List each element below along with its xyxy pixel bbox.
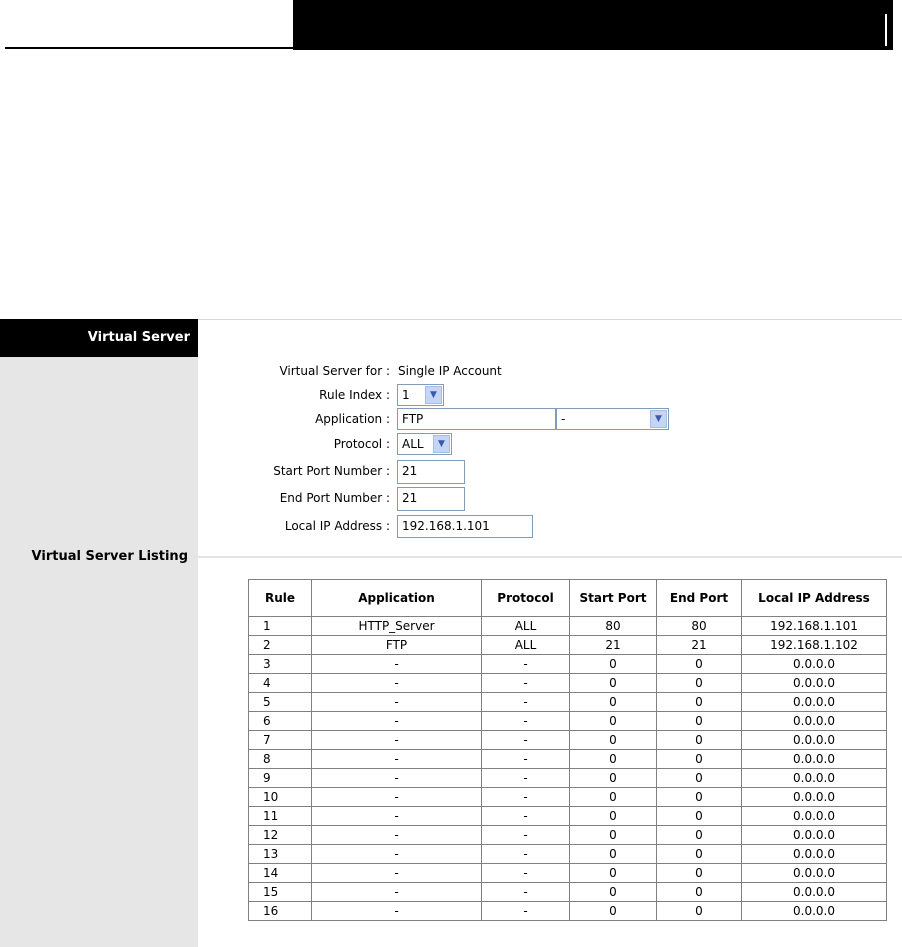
table-row xyxy=(249,693,887,712)
local-ip-input[interactable]: 192.168.1.101 xyxy=(397,515,533,538)
table-cell: - xyxy=(482,750,570,769)
rule-index-select[interactable] xyxy=(397,384,444,406)
table-row xyxy=(249,883,887,902)
table-cell: 0 xyxy=(570,902,657,921)
table-cell: 4 xyxy=(249,674,312,693)
table-cell: - xyxy=(312,788,482,807)
table-cell: - xyxy=(312,845,482,864)
table-cell: - xyxy=(312,826,482,845)
table-cell: - xyxy=(312,864,482,883)
table-cell: 14 xyxy=(249,864,312,883)
col-rule: Rule xyxy=(249,580,312,617)
table-cell: 21 xyxy=(657,636,742,655)
table-cell: - xyxy=(312,902,482,921)
table-cell: 0 xyxy=(570,788,657,807)
table-cell: ALL xyxy=(482,636,570,655)
table-cell: 0.0.0.0 xyxy=(742,693,887,712)
table-cell: 0 xyxy=(657,731,742,750)
table-cell: - xyxy=(482,826,570,845)
table-cell: 0 xyxy=(570,731,657,750)
header-bar xyxy=(293,0,893,50)
table-row xyxy=(249,788,887,807)
table-cell: 0 xyxy=(570,769,657,788)
protocol-label: Protocol : xyxy=(333,437,390,451)
table-cell: 0 xyxy=(570,883,657,902)
table-row xyxy=(249,826,887,845)
table-cell: - xyxy=(482,807,570,826)
table-cell: - xyxy=(482,731,570,750)
table-cell: 0 xyxy=(657,674,742,693)
application-label: Application : xyxy=(315,412,390,426)
table-cell: 13 xyxy=(249,845,312,864)
table-cell: 0 xyxy=(570,826,657,845)
table-cell: 0 xyxy=(657,826,742,845)
table-cell: 0 xyxy=(657,750,742,769)
table-cell: 2 xyxy=(249,636,312,655)
application-row xyxy=(198,408,902,432)
table-cell: - xyxy=(312,750,482,769)
sidebar xyxy=(0,319,198,947)
col-protocol: Protocol xyxy=(482,580,570,617)
table-cell: 12 xyxy=(249,826,312,845)
end-port-input[interactable]: 21 xyxy=(397,487,465,511)
table-cell: 0 xyxy=(657,712,742,731)
start-port-label: Start Port Number : xyxy=(273,464,390,478)
table-cell: - xyxy=(482,655,570,674)
rule-index-row xyxy=(198,384,902,408)
table-cell: 6 xyxy=(249,712,312,731)
table-row xyxy=(249,617,887,636)
protocol-value: ALL xyxy=(402,437,424,451)
table-row xyxy=(249,712,887,731)
table-cell: 0 xyxy=(570,674,657,693)
table-cell: - xyxy=(312,674,482,693)
table-cell: FTP xyxy=(312,636,482,655)
table-cell: 0 xyxy=(657,769,742,788)
protocol-select[interactable] xyxy=(397,433,452,455)
virtual-server-for-row xyxy=(198,360,902,384)
table-cell: 0 xyxy=(570,693,657,712)
application-input[interactable]: FTP xyxy=(397,408,556,430)
local-ip-label: Local IP Address : xyxy=(284,519,390,533)
table-cell: - xyxy=(312,693,482,712)
table-row xyxy=(249,769,887,788)
virtual-server-panel xyxy=(0,319,902,947)
table-cell: - xyxy=(482,769,570,788)
table-cell: 192.168.1.101 xyxy=(742,617,887,636)
table-header-row xyxy=(249,580,887,617)
table-cell: 0 xyxy=(570,655,657,674)
table-cell: 80 xyxy=(657,617,742,636)
local-ip-row xyxy=(198,515,902,539)
virtual-server-for-value: Single IP Account xyxy=(398,364,502,378)
table-cell: - xyxy=(482,712,570,731)
table-cell: 0.0.0.0 xyxy=(742,731,887,750)
top-divider xyxy=(198,319,902,320)
table-cell: 0 xyxy=(657,902,742,921)
table-cell: 0 xyxy=(570,712,657,731)
table-cell: ALL xyxy=(482,617,570,636)
table-row xyxy=(249,845,887,864)
table-cell: 0 xyxy=(657,845,742,864)
table-row xyxy=(249,902,887,921)
table-cell: 0 xyxy=(570,864,657,883)
table-cell: 0.0.0.0 xyxy=(742,788,887,807)
table-cell: - xyxy=(312,883,482,902)
rule-index-label: Rule Index : xyxy=(319,388,390,402)
virtual-server-for-label: Virtual Server for : xyxy=(279,364,390,378)
table-cell: 0 xyxy=(657,807,742,826)
table-cell: 11 xyxy=(249,807,312,826)
table-cell: 0.0.0.0 xyxy=(742,864,887,883)
end-port-label: End Port Number : xyxy=(279,491,390,505)
table-cell: - xyxy=(312,769,482,788)
table-cell: 0.0.0.0 xyxy=(742,712,887,731)
table-row xyxy=(249,655,887,674)
table-cell: 0.0.0.0 xyxy=(742,883,887,902)
table-cell: 7 xyxy=(249,731,312,750)
rule-index-value: 1 xyxy=(402,388,410,402)
table-cell: - xyxy=(482,902,570,921)
chevron-down-icon[interactable]: ▼ xyxy=(433,435,450,453)
application-preset-select[interactable] xyxy=(556,408,669,430)
table-cell: HTTP_Server xyxy=(312,617,482,636)
table-cell: 21 xyxy=(570,636,657,655)
sidebar-title: Virtual Server xyxy=(0,319,198,357)
table-row xyxy=(249,864,887,883)
table-cell: 5 xyxy=(249,693,312,712)
chevron-down-icon[interactable]: ▼ xyxy=(425,386,442,404)
table-cell: 15 xyxy=(249,883,312,902)
table-cell: - xyxy=(482,883,570,902)
table-cell: 0.0.0.0 xyxy=(742,845,887,864)
start-port-input[interactable]: 21 xyxy=(397,460,465,484)
table-cell: - xyxy=(482,674,570,693)
table-cell: 0 xyxy=(570,750,657,769)
table-row xyxy=(249,750,887,769)
header-underline xyxy=(5,47,293,49)
table-cell: 0 xyxy=(657,655,742,674)
application-preset-value: - xyxy=(561,412,566,426)
table-cell: 1 xyxy=(249,617,312,636)
table-cell: 0.0.0.0 xyxy=(742,655,887,674)
table-cell: - xyxy=(312,807,482,826)
table-row xyxy=(249,731,887,750)
table-cell: 0.0.0.0 xyxy=(742,674,887,693)
table-cell: 0.0.0.0 xyxy=(742,826,887,845)
table-cell: 3 xyxy=(249,655,312,674)
virtual-server-table xyxy=(248,579,887,921)
table-cell: - xyxy=(312,731,482,750)
table-cell: 16 xyxy=(249,902,312,921)
table-cell: 0 xyxy=(657,693,742,712)
table-cell: - xyxy=(312,712,482,731)
table-cell: 9 xyxy=(249,769,312,788)
table-cell: 0.0.0.0 xyxy=(742,750,887,769)
table-cell: 8 xyxy=(249,750,312,769)
table-row xyxy=(249,807,887,826)
table-cell: 0.0.0.0 xyxy=(742,769,887,788)
col-end-port: End Port xyxy=(657,580,742,617)
table-cell: 0 xyxy=(570,845,657,864)
table-cell: 0 xyxy=(657,788,742,807)
table-cell: 10 xyxy=(249,788,312,807)
table-row xyxy=(249,636,887,655)
col-local-ip: Local IP Address xyxy=(742,580,887,617)
protocol-row xyxy=(198,433,902,457)
table-cell: 192.168.1.102 xyxy=(742,636,887,655)
table-cell: 0.0.0.0 xyxy=(742,902,887,921)
table-cell: - xyxy=(482,788,570,807)
table-cell: 0 xyxy=(657,883,742,902)
col-application: Application xyxy=(312,580,482,617)
sidebar-listing-label: Virtual Server Listing xyxy=(31,549,188,564)
table-cell: 0 xyxy=(570,807,657,826)
table-cell: 0.0.0.0 xyxy=(742,807,887,826)
table-row xyxy=(249,674,887,693)
end-port-row xyxy=(198,487,902,511)
table-cell: - xyxy=(482,693,570,712)
start-port-row xyxy=(198,460,902,484)
table-cell: - xyxy=(312,655,482,674)
table-cell: 80 xyxy=(570,617,657,636)
col-start-port: Start Port xyxy=(570,580,657,617)
table-cell: - xyxy=(482,864,570,883)
chevron-down-icon[interactable]: ▼ xyxy=(650,410,667,428)
table-cell: - xyxy=(482,845,570,864)
header-divider xyxy=(885,14,887,46)
section-divider xyxy=(198,556,902,558)
table-cell: 0 xyxy=(657,864,742,883)
